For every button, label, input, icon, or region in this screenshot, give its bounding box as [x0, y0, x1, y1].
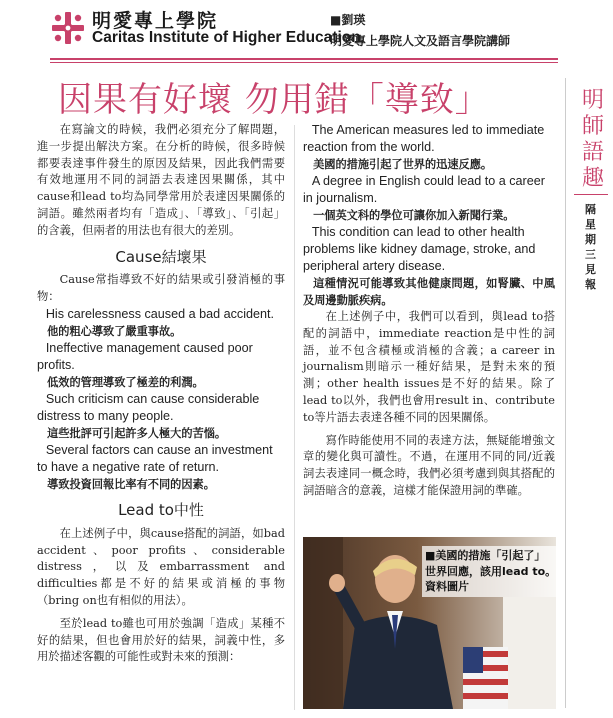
leadto-paragraph-2: 至於lead to雖也可用於強調「造成」某種不好的結果，但也會用於好的結果，詞義中性，多用於描述客觀的可能性或對未來的預測：	[37, 616, 285, 664]
author-name: ■劉瑛	[330, 13, 366, 27]
leadto-subheading: Lead to中性	[118, 500, 204, 519]
example-en: His carelessness caused a bad accident.	[45, 306, 275, 321]
header-rule-thin	[50, 62, 558, 63]
example-zh: 一個英文科的學位可讓你加入新聞行業。	[313, 209, 515, 222]
example-en: A degree in English could lead to a career in journalism.	[303, 174, 545, 205]
example-en: This condition can lead to other health problems like kidney damage, stroke, and peripheral artery disease.	[303, 225, 536, 273]
analysis-paragraph: 在上述例子中，我們可以看到，與lead to搭配的詞語中，immediate reaction是中性的詞語，並不包含積極或消極的含義；a career in journalism則暗示一種好結果，是對未來的預測；other health issues是不好的結果。除了lead to以外，我們也會用result in、contribute to等片語去表達各種不同的因果關係。	[303, 310, 555, 424]
caritas-cross-logo-icon	[50, 10, 86, 46]
institution-name-en: Caritas Institute of Higher Education	[92, 29, 361, 46]
example-en: Several factors can cause an investment to have a negative rate of return.	[37, 442, 273, 474]
example-en: Such criticism can cause considerable distress to many people.	[37, 391, 260, 423]
example-en: The American measures led to immediate reaction from the world.	[303, 123, 545, 154]
photo-caption: ■美國的措施「引起了」世界回應，該用lead to。 資料圖片	[422, 546, 556, 597]
conclusion-paragraph: 寫作時能使用不同的表達方法，無疑能增強文章的變化與可讀性。不過，在運用不同的同/近義詞去表達同一概念時，我們必須考慮到與其搭配的詞語暗含的意義，這樣才能保證用詞的準確。	[303, 433, 555, 497]
author-affiliation: 明愛專上學院人文及語言學院講師	[330, 34, 511, 48]
column-divider	[565, 78, 566, 708]
column-separator	[294, 125, 295, 710]
header-rule	[50, 58, 558, 60]
institution-name-zh: 明愛專上學院	[92, 10, 219, 32]
example-zh: 這些批評可引起許多人極大的苦惱。	[47, 426, 227, 440]
example-zh: 導致投資回報比率有不同的因素。	[47, 477, 215, 491]
example-zh: 他的粗心導致了嚴重事故。	[47, 324, 182, 338]
column-schedule-note: 隔星期三見報	[585, 203, 596, 291]
left-text-column	[37, 122, 285, 666]
leadto-paragraph: 在上述例子中，與cause搭配的詞語，如bad accident、poor profits、considerable distress，以及embarrassment and difficulties都是不好的結果或消極的事物（bring on也有相似的用法）。	[37, 526, 285, 607]
column-title-rule	[574, 194, 608, 195]
intro-paragraph: 在寫論文的時候，我們必須充分了解問題，進一步提出解決方案。在分析的時候，很多時候都要表達事件發生的原因及結果，因此我們需要有效地運用不同的詞語去表達因果關係，其中cause和lead to均為同學常用於表達因果關係的詞語。雖然兩者均有「造成」、「導致」、「引起」的含義，但兩者的用法也有很大的差別。	[37, 123, 285, 237]
example-en: Ineffective management caused poor profits.	[37, 340, 253, 372]
cause-description: Cause常指導致不好的結果或引發消極的事物：	[37, 273, 285, 304]
right-text-column	[303, 122, 555, 500]
example-zh: 美國的措施引起了世界的迅速反應。	[313, 158, 493, 171]
example-zh: 低效的管理導致了極差的利潤。	[47, 375, 204, 389]
example-zh: 這種情況可能導致其他健康問題，如腎臟、中風及周邊動脈疾病。	[303, 277, 555, 307]
cause-subheading: Cause結壞果	[115, 247, 207, 266]
article-headline: 因果有好壞 勿用錯「導致」	[58, 80, 490, 120]
column-title: 明師語趣	[581, 88, 604, 191]
